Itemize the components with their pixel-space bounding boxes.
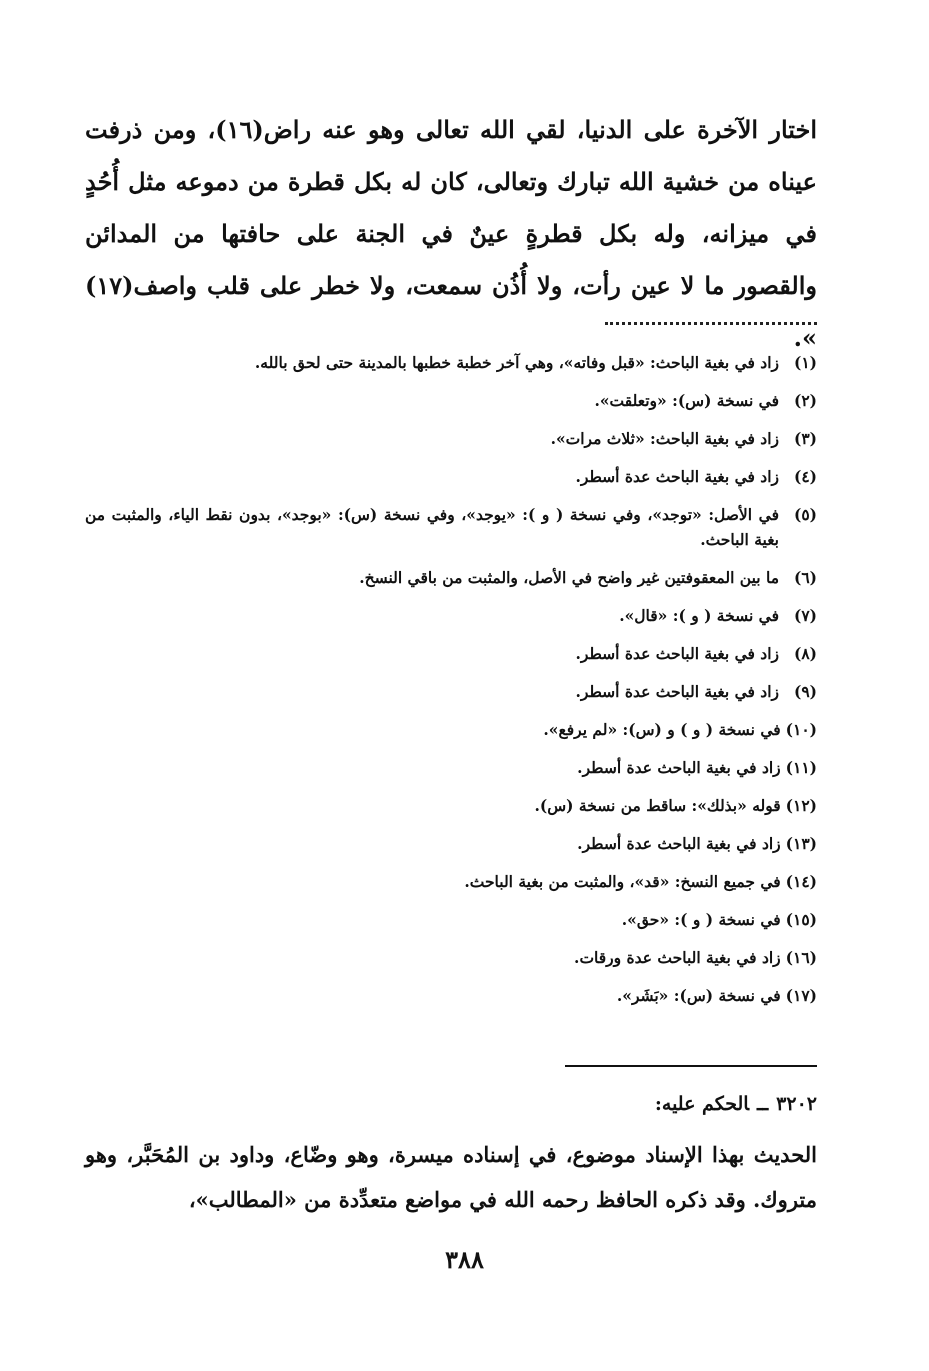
footnote-text: ما بين المعقوفتين غير واضح في الأصل، والمثبت من باقي النسخ. (359, 568, 779, 587)
footnote-text: في نسخة (س): «بَشَر». (616, 986, 781, 1005)
footnote-item (85, 350, 817, 375)
footnote-item (85, 388, 817, 413)
section-divider (565, 1065, 817, 1067)
footnotes-list (85, 350, 817, 1021)
footnote-text: زاد في بغية الباحث عدة أسطر. (577, 834, 781, 853)
footnote-item (85, 831, 817, 856)
footnote-number: (١٧) (785, 986, 817, 1005)
footnote-item (85, 717, 817, 742)
footnote-text: في نسخة (س): «وتعلقت». (594, 391, 779, 410)
footnote-number: (٧) (793, 606, 817, 625)
footnote-item (85, 679, 817, 704)
footnote-text: في نسخة ( و ) و (س): «لم يرفع». (543, 720, 781, 739)
body-paragraph-text: الحديث بهذا الإسناد موضوع، في إسناده ميسرة، وهو وضّاع، وداود بن المُحَبَّر، وهو متروك. وقد ذكره الحافظ رحمه الله في مواضع متعدِّدة من «المطالب»، (85, 1142, 817, 1212)
footnote-text: في الأصل: «توجد»، وفي نسخة ( و ): «يوجد»، وفي نسخة (س): «بوجد»، بدون نقط الياء، والمثبت من بغية الباحث. (85, 505, 779, 549)
footnote-number: (١٤) (785, 872, 817, 891)
footnote-text: في نسخة ( و ): «قال». (619, 606, 779, 625)
footnote-item (85, 565, 817, 590)
footnote-number: (١١) (785, 758, 817, 777)
footnote-text: زاد في بغية الباحث عدة أسطر. (575, 467, 779, 486)
footnote-item (85, 983, 817, 1008)
footnote-text: زاد في بغية الباحث عدة ورقات. (574, 948, 781, 967)
footnote-item (85, 945, 817, 970)
footnote-item (85, 502, 817, 552)
footnote-text: زاد في بغية الباحث: «ثلاث مرات». (550, 429, 779, 448)
footnote-number: (١٥) (785, 910, 817, 929)
footnote-text: زاد في بغية الباحث عدة أسطر. (575, 682, 779, 701)
footnote-text: في جميع النسخ: «قد»، والمثبت من بغية الباحث. (464, 872, 781, 891)
main-paragraph-text: اختار الآخرة على الدنيا، لقي الله تعالى وهو عنه راض(١٦)، ومن ذرفت عيناه من خشية الله تبارك وتعالى، كان له بكل قطرة من دموعه مثل أُحُدٍ في ميزانه، وله بكل قطرةٍ عينٌ في الجنة على حافتها من المدائن والقصور ما لا عين رأت، ولا أُذُن سمعت، ولا خطر على قلب واصف(١٧) ». (85, 115, 817, 352)
page-number: ٣٨٨ (445, 1245, 484, 1274)
footnote-item (85, 869, 817, 894)
footnote-number: (٩) (793, 682, 817, 701)
footnote-separator-dots (605, 322, 817, 325)
footnote-item (85, 755, 817, 780)
footnote-number: (٨) (793, 644, 817, 663)
footnote-item (85, 907, 817, 932)
footnote-number: (٥) (793, 505, 817, 524)
body-paragraph (85, 1132, 817, 1222)
footnote-number: (٢) (793, 391, 817, 410)
footnote-number: (٣) (793, 429, 817, 448)
section-title: الحكم عليه: (654, 1093, 750, 1115)
section-number: ٣٢٠٢ (776, 1093, 817, 1115)
footnote-text: زاد في بغية الباحث: «قبل وفاته»، وهي آخر خطبة خطبها بالمدينة حتى لحق بالله. (254, 353, 779, 372)
section-heading (85, 1093, 817, 1115)
footnote-number: (٦) (793, 568, 817, 587)
footnote-item (85, 793, 817, 818)
footnote-number: (١٦) (785, 948, 817, 967)
footnote-number: (٤) (793, 467, 817, 486)
footnote-text: زاد في بغية الباحث عدة أسطر. (575, 644, 779, 663)
footnote-item (85, 641, 817, 666)
footnote-item (85, 464, 817, 489)
section-dash: ــ (757, 1093, 769, 1115)
footnote-text: قوله «بذلك»: ساقط من نسخة (س). (534, 796, 781, 815)
footnote-number: (١) (793, 353, 817, 372)
footnote-number: (١٣) (785, 834, 817, 853)
main-paragraph (85, 104, 817, 364)
footnote-item (85, 603, 817, 628)
footnote-item (85, 426, 817, 451)
footnote-text: في نسخة ( و ): «حق». (621, 910, 781, 929)
footnote-text: زاد في بغية الباحث عدة أسطر. (577, 758, 781, 777)
footnote-number: (١٢) (785, 796, 817, 815)
footnote-number: (١٠) (785, 720, 817, 739)
